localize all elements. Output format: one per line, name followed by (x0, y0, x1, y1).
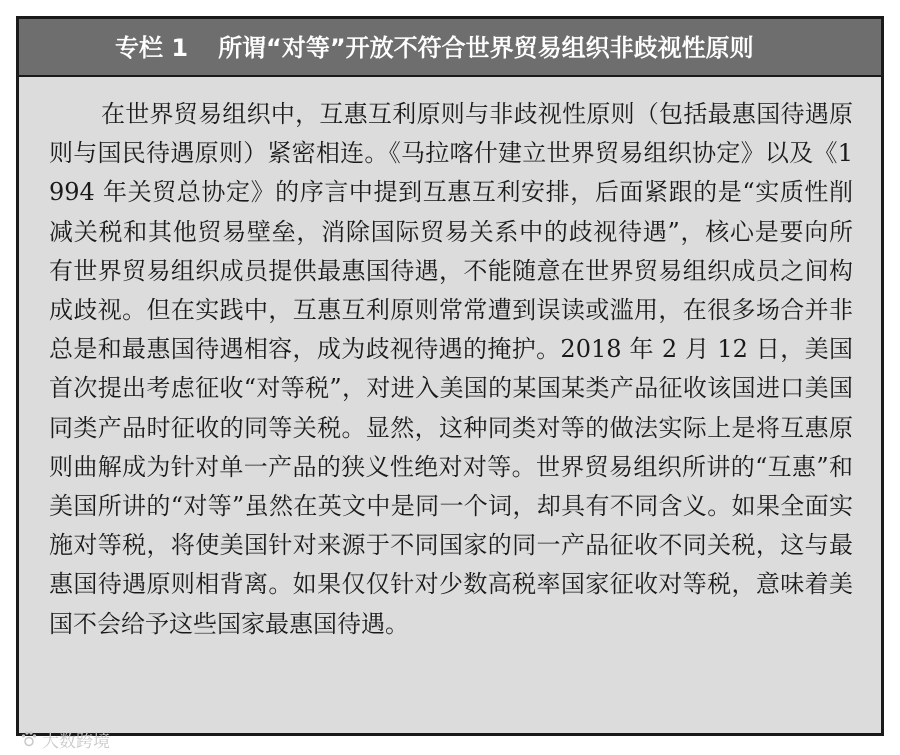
watermark-text: 大数跨境 (42, 731, 110, 752)
column-body-text: 在世界贸易组织中，互惠互利原则与非歧视性原则（包括最惠国待遇原则与国民待遇原则）紧密相连。《马拉喀什建立世界贸易组织协定》以及《1994 年关贸总协定》的序言中提到互惠互利安排，后面紧跟的是“实质性削减关税和其他贸易壁垒，消除国际贸易关系中的歧视待遇”，核心是要向所有世界贸易组织成员提供最惠国待遇，不能随意在世界贸易组织成员之间构成歧视。但在实践中，互惠互利原则常常遭到误读或滥用，在很多场合并非总是和最惠国待遇相容，成为歧视待遇的掩护。2018 年 2 月 12 日，美国首次提出考虑征收“对等税”，对进入美国的某国某类产品征收该国进口美国同类产品时征收的同等关税。显然，这种同类对等的做法实际上是将互惠原则曲解成为针对单一产品的狭义性绝对对等。世界贸易组织所讲的“互惠”和美国所讲的“对等”虽然在英文中是同一个词，却具有不同含义。如果全面实施对等税，将使美国针对来源于不同国家的同一产品征收不同关税，这与最惠国待遇原则相背离。如果仅仅针对少数高税率国家征收对等税，意味着美国不会给予这些国家最惠国待遇。 (49, 100, 853, 638)
column-title: 所谓“对等”开放不符合世界贸易组织非歧视性原则 (218, 34, 754, 62)
paw-icon (20, 730, 38, 748)
watermark (20, 727, 110, 751)
column-label: 专栏 1 (115, 34, 189, 62)
column-box (16, 16, 884, 736)
column-header (19, 19, 881, 77)
